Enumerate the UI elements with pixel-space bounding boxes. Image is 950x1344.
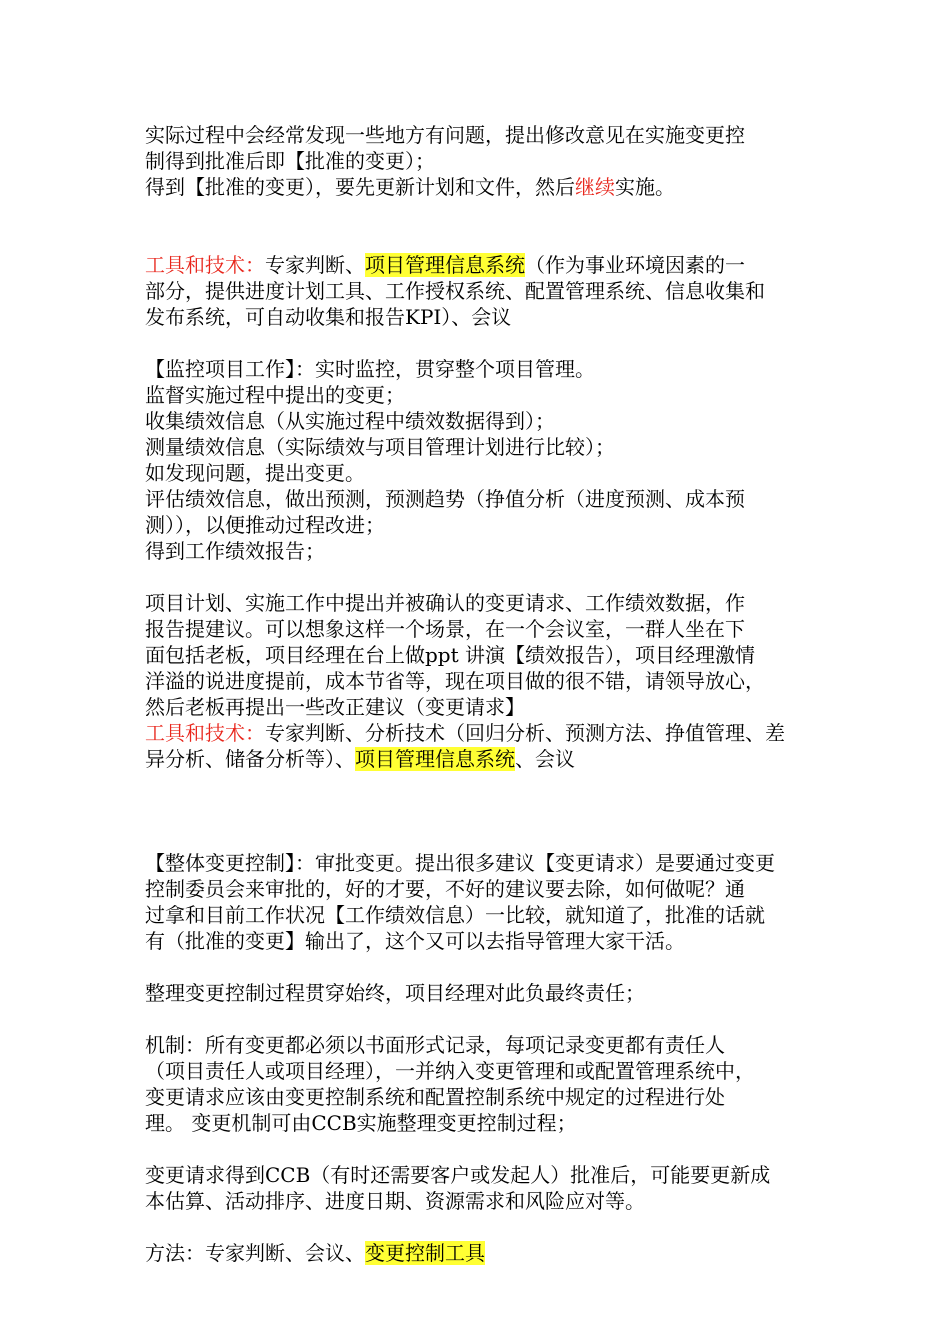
text-line: 然后老板再提出一些改正建议（变更请求】 [145,695,525,719]
text-line: 面包括老板，项目经理在台上做ppt 讲演【绩效报告），项目经理激情 [145,643,755,667]
text-line: 制得到批准后即【批准的变更）； [145,149,435,173]
text-line: 洋溢的说进度提前，成本节省等，现在项目做的很不错，请领导放心， [145,669,765,693]
text-span: 、会议 [515,747,575,771]
text-line [145,1240,810,1266]
paragraph-performance-report [145,590,810,772]
text-span: 得到【批准的变更），要先更新计划和文件，然后 [145,175,575,199]
tools-heading: 工具和技术： [145,721,265,745]
text-line: 【监控项目工作】：实时监控，贯穿整个项目管理。 [145,357,595,381]
spacer [145,564,810,590]
text-line: 测量绩效信息（实际绩效与项目管理计划进行比较）； [145,435,615,459]
text-line: 过拿和目前工作状况【工作绩效信息）一比较，就知道了，批准的话就 [145,903,765,927]
text-line: 收集绩效信息（从实施过程中绩效数据得到）； [145,409,555,433]
text-line: 理。 变更机制可由CCB实施整理变更控制过程； [145,1111,577,1135]
text-line: 【整体变更控制】：审批变更。提出很多建议【变更请求）是要通过变更 [145,851,775,875]
document-page [145,122,810,1266]
text-span: 专家判断、 [265,253,365,277]
paragraph-integrated-change-control [145,850,810,954]
text-line: 变更请求应该由变更控制系统和配置控制系统中规定的过程进行处 [145,1085,725,1109]
paragraph-methods [145,1240,810,1266]
text-line: 报告提建议。可以想象这样一个场景，在一个会议室，一群人坐在下 [145,617,745,641]
text-line: 本估算、活动排序、进度日期、资源需求和风险应对等。 [145,1189,645,1213]
text-line: 监督实施过程中提出的变更； [145,383,405,407]
text-line: 机制：所有变更都必须以书面形式记录，每项记录变更都有责任人 [145,1033,725,1057]
text-line: 整理变更控制过程贯穿始终，项目经理对此负最终责任； [145,981,645,1005]
spacer [145,1214,810,1240]
text-line: 控制委员会来审批的，好的才要，不好的建议要去除，如何做呢？通 [145,877,745,901]
text-line: 发布系统，可自动收集和报告KPI）、会议 [145,305,512,329]
spacer [145,1006,810,1032]
text-line: 评估绩效信息，做出预测，预测趋势（挣值分析（进度预测、成本预 [145,487,745,511]
text-line: 变更请求得到CCB（有时还需要客户或发起人）批准后，可能要更新成 [145,1163,771,1187]
text-line: 部分，提供进度计划工具、工作授权系统、配置管理系统、信息收集和 [145,279,765,303]
paragraph-ccb-approval [145,1162,810,1214]
text-line [145,720,810,746]
text-span: 专家判断、分析技术（回归分析、预测方法、挣值管理、差 [265,721,785,745]
spacer [145,954,810,980]
text-line: 得到工作绩效报告； [145,539,325,563]
text-span: 实施。 [615,175,675,199]
text-line: 如发现问题，提出变更。 [145,461,365,485]
red-emphasis-text: 继续 [575,175,615,199]
text-line: 测）），以便推动过程改进； [145,513,385,537]
text-line [145,174,810,200]
text-line [145,746,810,772]
tools-heading: 工具和技术： [145,253,265,277]
text-span: 方法：专家判断、会议、 [145,1241,365,1265]
text-line [145,252,810,278]
text-line: 项目计划、实施工作中提出并被确认的变更请求、工作绩效数据，作 [145,591,745,615]
paragraph-change-approval [145,122,810,200]
paragraph-tools-techniques-1 [145,252,810,330]
highlighted-text: 变更控制工具 [365,1241,485,1265]
spacer [145,1136,810,1162]
text-line: （项目责任人或项目经理），一并纳入变更管理和或配置管理系统中， [145,1059,755,1083]
highlighted-text: 项目管理信息系统 [365,253,525,277]
spacer [145,200,810,252]
text-line: 实际过程中会经常发现一些地方有问题，提出修改意见在实施变更控 [145,123,745,147]
paragraph-monitor-project-work [145,356,810,564]
highlighted-text: 项目管理信息系统 [355,747,515,771]
text-span: （作为事业环境因素的一 [525,253,745,277]
spacer [145,330,810,356]
paragraph-mechanism [145,1032,810,1136]
text-line: 有（批准的变更】输出了，这个又可以去指导管理大家干活。 [145,929,685,953]
spacer [145,772,810,850]
paragraph-pm-responsibility [145,980,810,1006]
text-span: 异分析、储备分析等）、 [145,747,355,771]
